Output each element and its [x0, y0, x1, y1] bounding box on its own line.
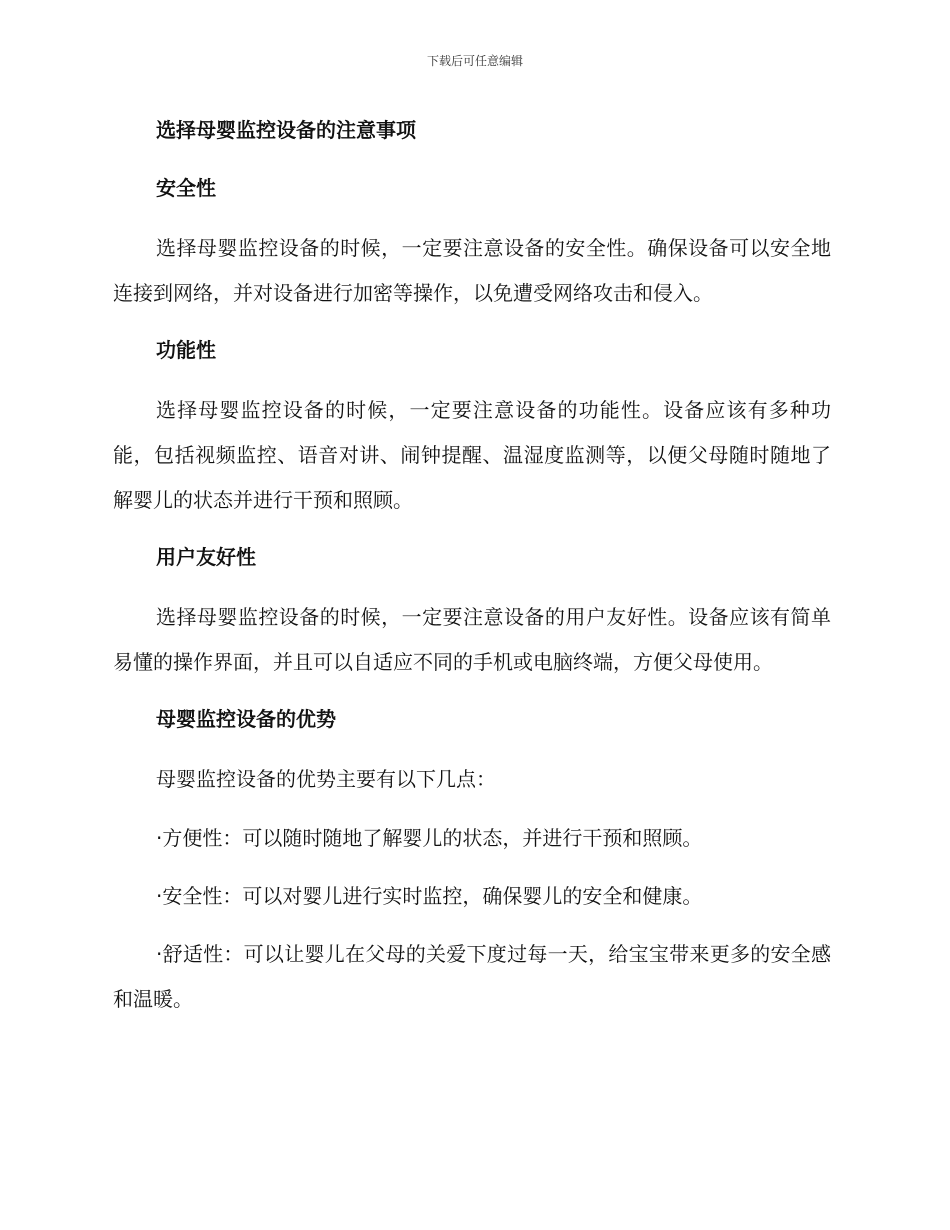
document-title: 选择母婴监控设备的注意事项	[156, 118, 416, 142]
bullet-item-text: 舒适性：可以让婴儿在父母的关爱下度过每一天，给宝宝带来更多的安全感和温暖。	[113, 942, 831, 1011]
bullet-dot-icon: ·	[156, 826, 163, 850]
page-header: 下载后可任意编辑	[426, 54, 523, 68]
section-heading-functionality: 功能性	[156, 338, 216, 362]
section-body-usability: 选择母婴监控设备的时候，一定要注意设备的用户友好性。设备应该有简单易懂的操作界面，并且可以自适应不同的手机或电脑终端，方便父母使用。	[113, 605, 831, 674]
bullet-item-text: 安全性：可以对婴儿进行实时监控，确保婴儿的安全和健康。	[162, 884, 703, 908]
bullet-item	[113, 874, 831, 919]
bullet-dot-icon: ·	[156, 884, 163, 908]
bullet-item	[113, 816, 831, 861]
advantages-intro: 母婴监控设备的优势主要有以下几点：	[156, 767, 496, 791]
section-heading-safety: 安全性	[156, 176, 216, 200]
advantages-heading: 母婴监控设备的优势	[156, 707, 336, 731]
bullet-item	[113, 932, 831, 1022]
bullet-dot-icon: ·	[156, 942, 163, 966]
section-body-functionality: 选择母婴监控设备的时候，一定要注意设备的功能性。设备应该有多种功能，包括视频监控、语音对讲、闹钟提醒、温湿度监测等，以便父母随时随地了解婴儿的状态并进行干预和照顾。	[113, 398, 831, 512]
bullet-item-text: 方便性：可以随时随地了解婴儿的状态，并进行干预和照顾。	[162, 826, 703, 850]
section-body-safety: 选择母婴监控设备的时候，一定要注意设备的安全性。确保设备可以安全地连接到网络，并对设备进行加密等操作，以免遭受网络攻击和侵入。	[113, 236, 831, 305]
section-heading-usability: 用户友好性	[156, 545, 256, 569]
document-body	[113, 110, 831, 1035]
